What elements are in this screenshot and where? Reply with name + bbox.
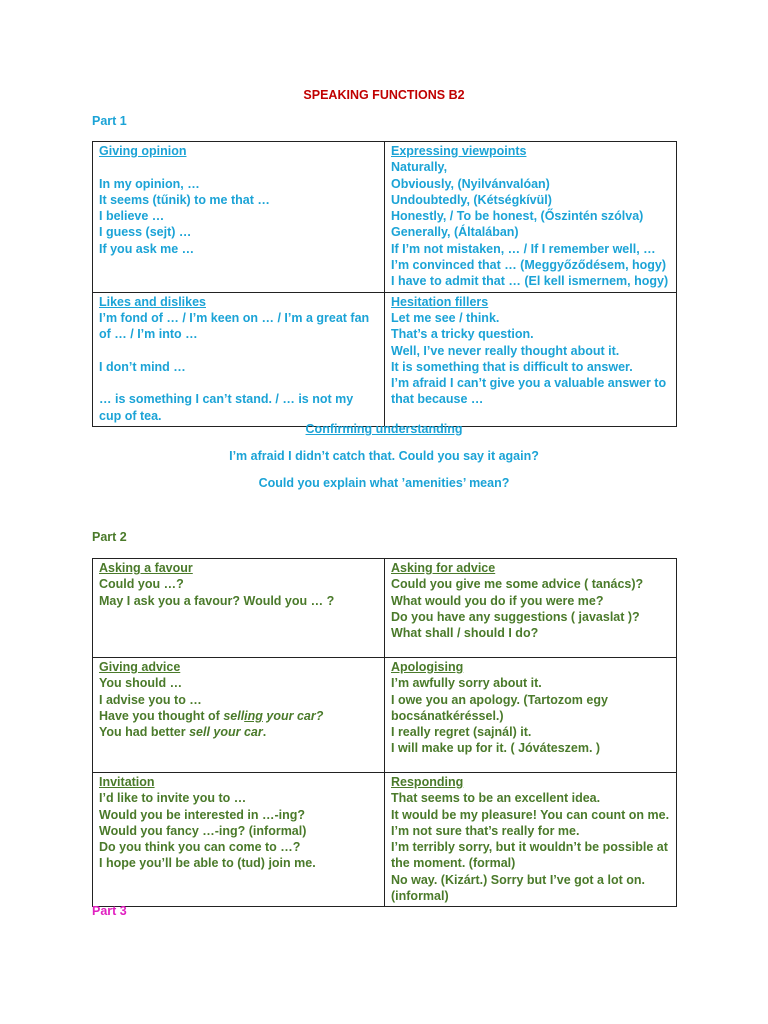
cell-line: Well, I’ve never really thought about it. (391, 343, 620, 358)
cell-line: Generally, (Általában) (391, 225, 519, 240)
cell-line: I guess (sejt) … (99, 225, 192, 240)
cell-line: I believe … (99, 209, 165, 224)
cell-line: That seems to be an excellent idea. (391, 791, 601, 806)
cell-line: I’m terribly sorry, but it wouldn’t be possible at the moment. (formal) (391, 840, 668, 871)
cell-line: No way. (Kizárt.) Sorry but I’ve got a lot on. (informal) (391, 872, 645, 904)
apologising-heading: Apologising (391, 660, 464, 674)
likes-and-dislikes-cell (93, 292, 385, 426)
cell-line: I’m awfully sorry about it. (391, 676, 542, 691)
thought-italic-2: your car? (262, 708, 324, 723)
part-2-row-3 (93, 773, 677, 907)
invitation-heading: Invitation (99, 775, 155, 789)
cell-line: Could you give me some advice ( tanács)? (391, 577, 644, 592)
cell-line: It seems (tűnik) to me that … (99, 192, 270, 207)
cell-line (99, 708, 378, 724)
cell-line: I don’t mind … (99, 359, 186, 374)
cell-line (99, 724, 378, 740)
thought-prefix: Have you thought of (99, 708, 224, 723)
page-title: SPEAKING FUNCTIONS B2 (303, 88, 465, 102)
confirming-understanding-section (92, 421, 676, 491)
cell-line: I’m convinced that … (Meggyőződésem, hogy) (391, 258, 667, 273)
part-1-label: Part 1 (92, 114, 127, 128)
invitation-cell (93, 773, 385, 907)
cell-line: I’m afraid I can’t give you a valuable answer to that because … (391, 376, 667, 407)
part-2-label: Part 2 (92, 530, 127, 544)
cell-line: If you ask me … (99, 241, 195, 256)
cell-line: Would you fancy …-ing? (informal) (99, 823, 307, 838)
thought-italic-underlined: ing (244, 708, 263, 723)
likes-and-dislikes-heading: Likes and dislikes (99, 294, 206, 309)
confirming-line: Could you explain what ’amenities’ mean? (258, 476, 510, 490)
giving-advice-cell (93, 658, 385, 773)
part-2-table (92, 558, 677, 907)
cell-line: I hope you’ll be able to (tud) join me. (99, 856, 316, 871)
expressing-viewpoints-cell (385, 142, 677, 293)
cell-line: What would you do if you were me? (391, 593, 604, 608)
cell-line (99, 343, 378, 359)
cell-line (99, 375, 378, 391)
expressing-viewpoints-heading: Expressing viewpoints (391, 144, 527, 158)
cell-line: I have to admit that … (El kell ismernem, hogy) (391, 274, 669, 289)
part-1-row-2 (93, 292, 677, 426)
better-suffix: . (262, 725, 267, 740)
cell-line: I’m fond of … / I’m keen on … / I’m a great fan of … / I’m into … (99, 310, 370, 342)
part-1-row-1 (93, 142, 677, 293)
cell-line: Naturally, (391, 160, 448, 175)
part-3-label: Part 3 (92, 904, 127, 918)
cell-line: Do you think you can come to …? (99, 840, 301, 855)
better-prefix: You had better (99, 725, 190, 740)
cell-line: In my opinion, … (99, 176, 200, 191)
cell-line: I advise you to … (99, 692, 202, 707)
giving-opinion-cell (93, 142, 385, 293)
asking-for-advice-heading: Asking for advice (391, 561, 496, 575)
cell-line: I will make up for it. ( Jóváteszem. ) (391, 741, 601, 756)
apologising-cell (385, 658, 677, 773)
cell-line: That’s a tricky question. (391, 327, 534, 342)
cell-line: It is something that is difficult to answer. (391, 359, 633, 374)
cell-line: If I’m not mistaken, … / If I remember well, … (391, 241, 656, 256)
responding-heading: Responding (391, 775, 464, 789)
cell-line: … is something I can’t stand. / … is not my cup of tea. (99, 392, 354, 423)
cell-line: I owe you an apology. (Tartozom egy bocsánatkéréssel.) (391, 692, 608, 723)
cell-line: Undoubtedly, (Kétségkívül) (391, 192, 552, 207)
asking-a-favour-heading: Asking a favour (99, 561, 193, 575)
asking-for-advice-cell (385, 559, 677, 658)
cell-line: You should … (99, 676, 183, 691)
part-2-row-2 (93, 658, 677, 773)
cell-line: I really regret (sajnál) it. (391, 725, 532, 740)
cell-line: Obviously, (Nyilvánvalóan) (391, 176, 550, 191)
asking-a-favour-cell (93, 559, 385, 658)
giving-opinion-heading: Giving opinion (99, 144, 187, 158)
cell-line: Let me see / think. (391, 310, 500, 325)
cell-line: Would you be interested in …-ing? (99, 807, 306, 822)
giving-advice-heading: Giving advice (99, 660, 181, 674)
cell-line: Could you …? (99, 577, 184, 592)
part-1-table (92, 141, 677, 427)
thought-italic-1: sell (223, 708, 245, 723)
hesitation-fillers-cell (385, 292, 677, 426)
cell-line (99, 159, 378, 175)
confirming-line: I’m afraid I didn’t catch that. Could you say it again? (229, 449, 539, 463)
cell-line: May I ask you a favour? Would you … ? (99, 593, 335, 608)
responding-cell (385, 773, 677, 907)
confirming-understanding-heading: Confirming understanding (305, 422, 463, 436)
cell-line: Honestly, / To be honest, (Őszintén szólva) (391, 209, 644, 224)
cell-line: What shall / should I do? (391, 626, 539, 641)
cell-line: Do you have any suggestions ( javaslat )? (391, 609, 640, 624)
cell-line: It would be my pleasure! You can count on me. (391, 807, 670, 822)
hesitation-fillers-heading: Hesitation fillers (391, 294, 489, 309)
part-2-row-1 (93, 559, 677, 658)
cell-line: I’m not sure that’s really for me. (391, 823, 580, 838)
cell-line: I’d like to invite you to … (99, 791, 247, 806)
better-italic: sell your car (189, 725, 263, 740)
